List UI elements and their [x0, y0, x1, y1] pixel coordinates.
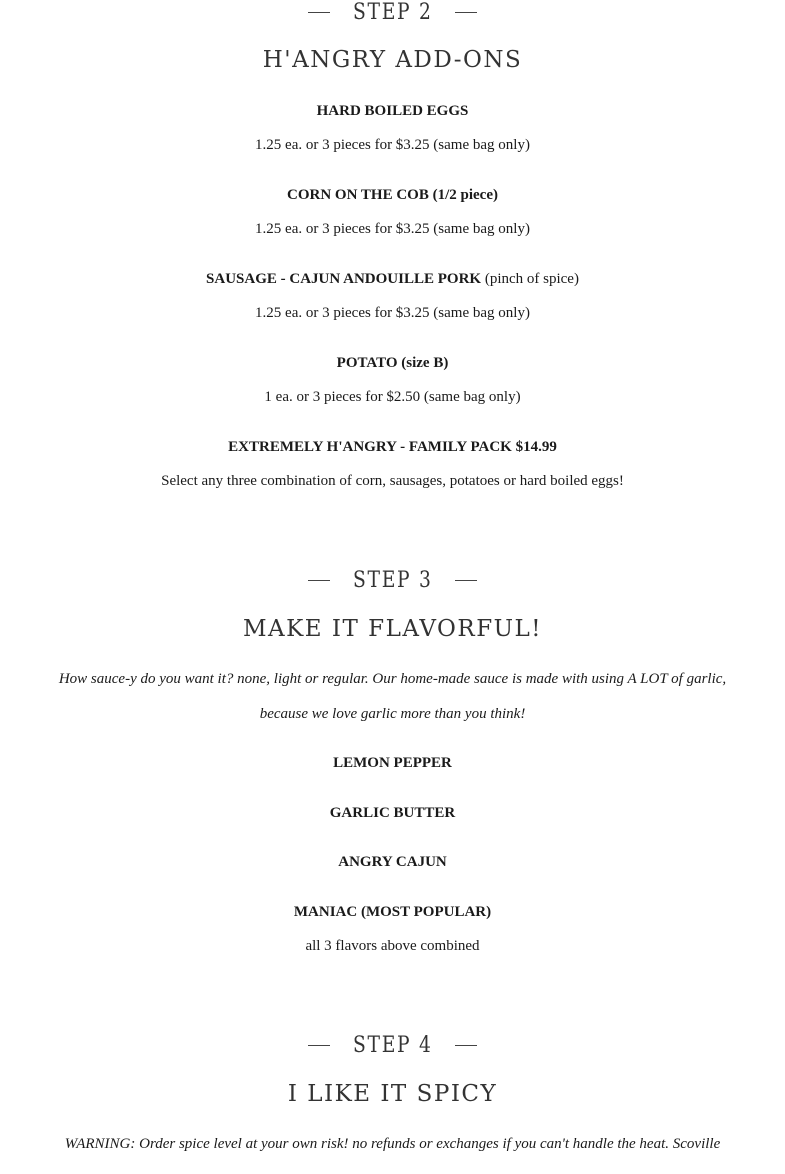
- flavor-name: GARLIC BUTTER: [329, 805, 456, 821]
- addon-title-row: [0, 271, 785, 288]
- step-2-label: STEP 2: [352, 0, 433, 25]
- divider-right: [455, 1045, 477, 1046]
- addon-name: CORN ON THE COB (1/2 piece): [287, 187, 498, 203]
- divider-left: [308, 580, 330, 581]
- family-pack-desc: Select any three combination of corn, sausages, potatoes or hard boiled eggs!: [161, 473, 624, 489]
- addon-price: 1.25 ea. or 3 pieces for $3.25 (same bag only): [255, 137, 530, 153]
- addon-name: HARD BOILED EGGS: [316, 103, 469, 119]
- flavor-name: ANGRY CAJUN: [338, 854, 447, 870]
- step-4-header: [0, 1031, 785, 1059]
- sauce-intro-line-1: How sauce-y do you want it? none, light or regular. Our home-made sauce is made with using A LOT of garlic,: [58, 671, 727, 687]
- addon-name: SAUSAGE - CAJUN ANDOUILLE PORK: [206, 271, 482, 287]
- step-3-header: [0, 566, 785, 594]
- step-3-title: MAKE IT FLAVORFUL!: [242, 616, 543, 642]
- step-4-label: STEP 4: [352, 1032, 433, 1058]
- addon-price: 1 ea. or 3 pieces for $2.50 (same bag only): [264, 389, 521, 405]
- flavor-desc: all 3 flavors above combined: [305, 938, 480, 954]
- addon-note: (pinch of spice): [484, 271, 579, 287]
- flavor-name: MANIAC (MOST POPULAR): [293, 904, 492, 920]
- family-pack-name: EXTREMELY H'ANGRY - FAMILY PACK $14.99: [228, 439, 557, 455]
- divider-left: [308, 1045, 330, 1046]
- addon-name: POTATO (size B): [336, 355, 449, 371]
- step-4-title: I LIKE IT SPICY: [287, 1081, 498, 1107]
- spice-warning: WARNING: Order spice level at your own risk! no refunds or exchanges if you can't handle the heat. Scoville: [64, 1136, 721, 1152]
- sauce-intro-line-2: because we love garlic more than you think!: [259, 706, 526, 722]
- divider-right: [455, 12, 477, 13]
- step-2-header: [0, 0, 785, 26]
- step-2-title: H'ANGRY ADD-ONS: [262, 47, 523, 73]
- addon-price: 1.25 ea. or 3 pieces for $3.25 (same bag only): [255, 305, 530, 321]
- divider-left: [308, 12, 330, 13]
- addon-price: 1.25 ea. or 3 pieces for $3.25 (same bag only): [255, 221, 530, 237]
- flavor-name: LEMON PEPPER: [333, 755, 452, 771]
- divider-right: [455, 580, 477, 581]
- step-3-label: STEP 3: [352, 567, 433, 593]
